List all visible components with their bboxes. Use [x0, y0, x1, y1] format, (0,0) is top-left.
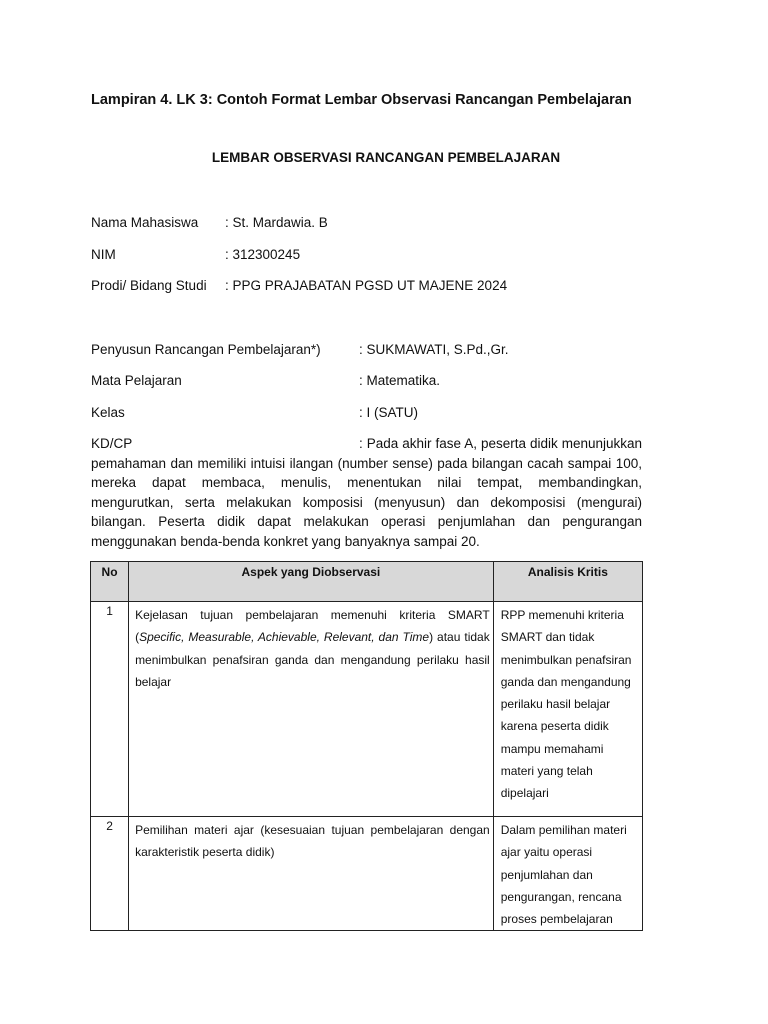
row-aspek: [129, 602, 494, 817]
analisis-line: SMART dan tidak: [500, 630, 595, 645]
analisis-line: ajar yaitu operasi: [500, 845, 593, 860]
kdcp-paragraph: [91, 434, 642, 551]
analisis-line: menimbulkan penafsiran: [500, 652, 632, 667]
field-value: : 312300245: [225, 247, 301, 262]
analisis-line: ganda dan mengandung: [500, 674, 631, 689]
observation-table: [90, 561, 643, 931]
analisis-line: RPP memenuhi kriteria: [500, 608, 624, 622]
header-no: No: [91, 562, 129, 602]
row-analisis: [493, 817, 642, 931]
analisis-line: materi yang telah: [500, 764, 593, 779]
field-value: : I (SATU): [359, 405, 418, 420]
analisis-line: Dalam pemilihan materi: [500, 823, 627, 837]
analisis-line: penjumlahan dan: [500, 867, 593, 882]
aspek-text: Pemilihan materi ajar (kesesuaian tujuan pembelajaran dengan karakteristik peserta didik): [135, 823, 490, 860]
aspek-text: ) atau tidak menimbulkan penafsiran ganda dan mengandung perilaku hasil belajar: [135, 630, 490, 689]
field-label: Nama Mahasiswa: [91, 215, 199, 230]
header-aspek: Aspek yang Diobservasi: [129, 562, 494, 602]
field-label: KD/CP: [91, 436, 133, 451]
field-value: : Pada akhir fase A, peserta didik menunjukkan pemahaman dan memiliki intuisi ilangan (number sense) pada bilangan cacah sampai 100, mereka dapat membaca, menulis, menentukan nilai tempat, membandingkan, mengurutkan, serta melakukan komposisi (menyusun) dan dekomposisi (mengurai) bilangan. Peserta didik dapat melakukan operasi penjumlahan dan pengurangan menggunakan benda-benda konkret yang banyaknya sampai 20.: [91, 436, 642, 549]
table-row: [91, 817, 643, 931]
row-aspek: [129, 817, 494, 931]
field-label: NIM: [91, 247, 116, 262]
field-value: : Matematika.: [359, 373, 441, 388]
aspek-italic-text: Specific, Measurable, Achievable, Relevant, dan Time: [139, 630, 430, 645]
field-value: : St. Mardawia. B: [225, 215, 328, 230]
analisis-line: karena peserta didik: [500, 719, 609, 734]
row-number: 1: [91, 602, 129, 817]
row-analisis: [493, 602, 642, 817]
field-value: : PPG PRAJABATAN PGSD UT MAJENE 2024: [225, 278, 508, 293]
appendix-heading: Lampiran 4. LK 3: Contoh Format Lembar Observasi Rancangan Pembelajaran: [91, 92, 632, 108]
analisis-line: mampu memahami: [500, 741, 604, 756]
field-label: Kelas: [91, 405, 125, 420]
table-row: [91, 602, 643, 817]
aspek-text: Kejelasan tujuan pembelajaran memenuhi kriteria SMART (: [135, 608, 490, 645]
field-label: Penyusun Rancangan Pembelajaran*): [91, 342, 321, 357]
form-title: LEMBAR OBSERVASI RANCANGAN PEMBELAJARAN: [211, 150, 561, 165]
field-label: Prodi/ Bidang Studi: [91, 278, 207, 293]
field-value: : SUKMAWATI, S.Pd.,Gr.: [359, 342, 509, 357]
analisis-line: dipelajari: [500, 786, 549, 801]
table-header-row: [91, 562, 643, 602]
analisis-line: pengurangan, rencana: [500, 889, 622, 904]
header-analisis: Analisis Kritis: [493, 562, 642, 602]
analisis-line: perilaku hasil belajar: [500, 697, 611, 712]
row-number: 2: [91, 817, 129, 931]
analisis-line: proses pembelajaran: [500, 912, 613, 927]
field-label: Mata Pelajaran: [91, 373, 182, 388]
